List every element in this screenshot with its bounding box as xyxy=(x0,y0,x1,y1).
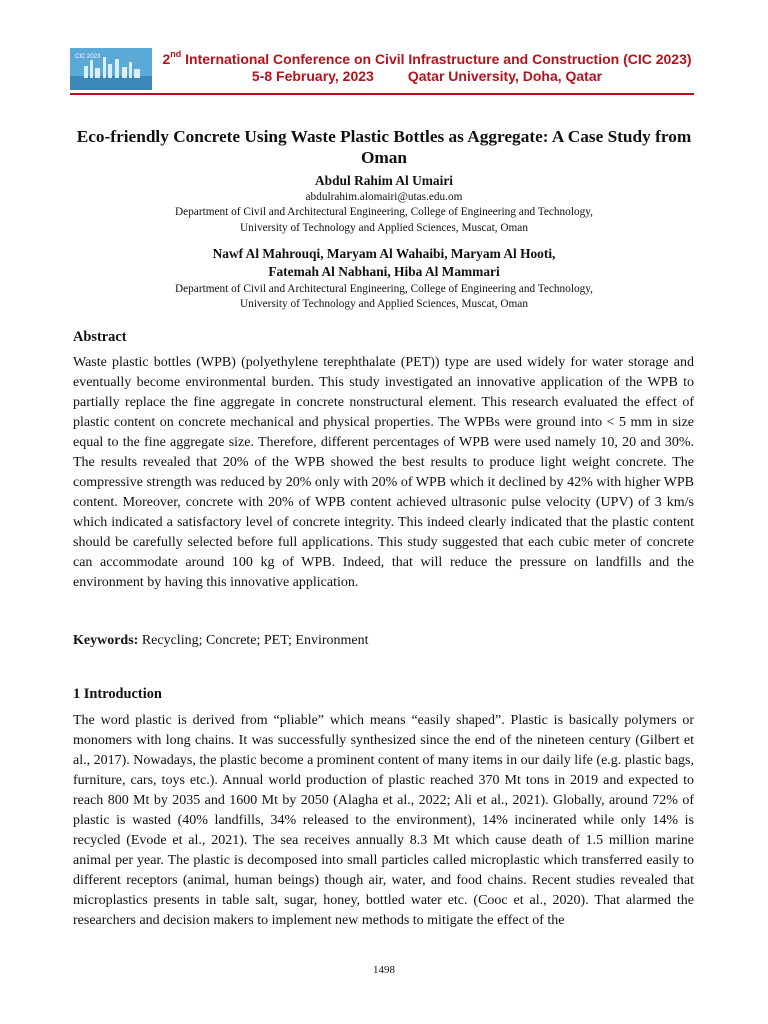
conference-dates: 5-8 February, 2023 xyxy=(251,68,374,84)
affiliation-1-line2: University of Technology and Applied Sciences, Muscat, Oman xyxy=(240,221,528,234)
keywords-list: Recycling; Concrete; PET; Environment xyxy=(138,633,369,648)
affiliation-2-line2: University of Technology and Applied Sciences, Muscat, Oman xyxy=(240,298,528,311)
introduction-text: The word plastic is derived from “pliable” which means “easily shaped”. Plastic is basically polymers or monomers with long chains. It was successfully synthesized since the end of the nineteen century (Gilbert et al., 2017). Nowadays, the plastic become a prominent content of many items in our daily life (e.g. plastic bags, furniture, cars, toys etc.). Annual world production of plastic reached 370 Mt tons in 2019 and expected to reach 800 Mt by 2035 and 1600 Mt by 2050 (Alagha et al., 2022; Ali et al., 2021). Globally, around 72% of plastic is wasted (40% landfills, 34% released to the environment), 14% incinerated while only 14% is recycled (Evode et al., 2021). The sea receives annually 8.3 Mt which cause death of 1.5 million marine animal per year. The plastic is decomposed into small particles called microplastic which transferred easily to different receptors (animal, human beings) though air, water, and food chains. Recent studies revealed that microplastics presents in table salt, sugar, honey, bottled water etc. (Cooc et al., 2020). That alarmed the researchers and decision makers to implement new methods to mitigate the effect of the xyxy=(73,713,694,928)
keywords-label: Keywords: xyxy=(73,633,139,648)
paper-title: Eco-friendly Concrete Using Waste Plastic Bottles as Aggregate: A Case Study from Oman xyxy=(76,127,692,167)
header-divider xyxy=(70,93,694,95)
abstract-heading: Abstract xyxy=(73,329,127,345)
conference-venue: Qatar University, Doha, Qatar xyxy=(407,68,603,84)
first-author-block xyxy=(70,172,698,236)
affiliation-2-line1: Department of Civil and Architectural Engineering, College of Engineering and Technology, xyxy=(174,283,593,295)
conference-name: 2nd International Conference on Civil Infrastructure and Construction (CIC 2023) xyxy=(162,49,692,67)
conference-logo xyxy=(70,48,152,90)
page-number: 1498 xyxy=(373,964,395,976)
conference-header xyxy=(70,48,694,96)
logo-label: CIC 2023 xyxy=(75,54,101,60)
coauthors-line2: Fatemah Al Nabhani, Hiba Al Mammari xyxy=(268,264,500,279)
author-email: abdulrahim.alomairi@utas.edu.om xyxy=(305,191,463,203)
introduction-heading: 1 Introduction xyxy=(73,686,162,702)
first-author: Abdul Rahim Al Umairi xyxy=(314,173,454,188)
keywords xyxy=(73,633,369,649)
affiliation-1-line1: Department of Civil and Architectural Engineering, College of Engineering and Technology, xyxy=(174,206,593,219)
coauthors-line1: Nawf Al Mahrouqi, Maryam Al Wahaibi, Maryam Al Hooti, xyxy=(212,246,556,261)
coauthors-block xyxy=(70,245,698,313)
abstract-text: Waste plastic bottles (WPB) (polyethylene terephthalate (PET)) type are used widely for water storage and eventually become environmental burden. This study investigated an innovative application of the WPB to partially replace the fine aggregate in concrete nonstructural element. This research evaluated the effect of plastic content on concrete mechanical and physical properties. The WPBs were ground into < 5 mm in size equal to the fine aggregate size. Therefore, different percentages of WPB were used namely 10, 20 and 30%. The results revealed that 20% of the WPB showed the best results to produce light weight concrete. The compressive strength was reduced by 20% only with 20% of WPB which it declined by 42% with higher WPB content. Moreover, concrete with 20% of WPB content achieved ultrasonic pulse velocity (UPV) of 3 km/s which indicated a satisfactory level of concrete integrity. This indeed clearly indicated that the plastic content should be carefully selected before full applications. This study suggested that each cubic meter of concrete can accommodate around 100 kg of WPB. Indeed, that will reduce the pressure on landfills and the environment by having this innovative application. xyxy=(73,355,694,590)
